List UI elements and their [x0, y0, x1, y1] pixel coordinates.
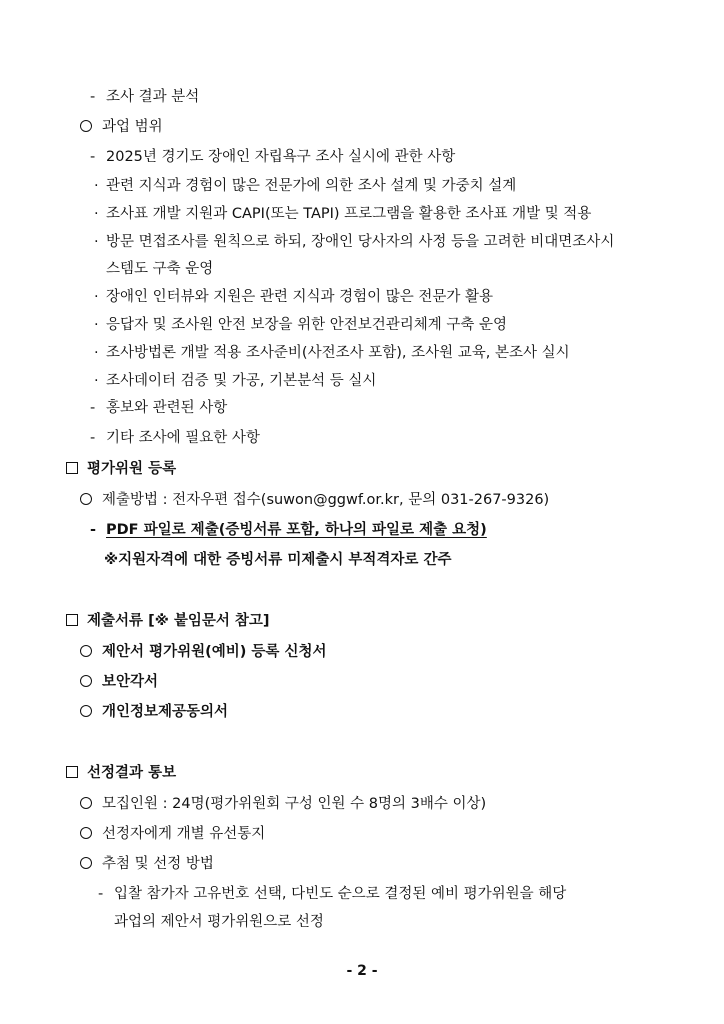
text-line: 과업의 제안서 평가위원으로 선정	[114, 914, 324, 930]
dash-marker: -	[98, 886, 104, 902]
text-line: 과업 범위	[80, 116, 163, 138]
text-line: · 관련 지식과 경험이 많은 전문가에 의한 조사 설계 및 가중치 설계	[94, 175, 516, 197]
text-line: 추첨 및 선정 방법	[80, 853, 214, 875]
text-line: - 조사 결과 분석	[90, 86, 199, 108]
text-line: - 홍보와 관련된 사항	[90, 397, 227, 419]
square-bullet-icon	[66, 766, 78, 778]
page-number: - 2 -	[346, 963, 378, 979]
circle-bullet-icon	[80, 797, 92, 809]
dash-marker: -	[90, 89, 96, 105]
dot-marker: ·	[94, 289, 99, 305]
note-line: ※지원자격에 대한 증빙서류 미제출시 부적격자로 간주	[104, 552, 452, 568]
text-line: 모집인원 : 24명(평가위원회 구성 인원 수 8명의 3배수 이상)	[80, 793, 486, 815]
text-line: 제안서 평가위원(예비) 등록 신청서	[80, 641, 327, 663]
dot-marker: ·	[94, 373, 99, 389]
text-line: 개인정보제공동의서	[80, 701, 228, 723]
dot-marker: ·	[94, 206, 99, 222]
dot-marker: ·	[94, 345, 99, 361]
text-line: - 기타 조사에 필요한 사항	[90, 427, 260, 449]
circle-bullet-icon	[80, 493, 92, 505]
text-line: - PDF 파일로 제출(증빙서류 포함, 하나의 파일로 제출 요청)	[90, 519, 487, 541]
square-bullet-icon	[66, 614, 78, 626]
square-bullet-icon	[66, 462, 78, 474]
text-line: · 조사표 개발 지원과 CAPI(또는 TAPI) 프로그램을 활용한 조사표 개발 및 적용	[94, 203, 591, 225]
dot-marker: ·	[94, 317, 99, 333]
section-heading: 평가위원 등록	[66, 458, 176, 480]
circle-bullet-icon	[80, 705, 92, 717]
text-line: 선정자에게 개별 유선통지	[80, 823, 265, 845]
circle-bullet-icon	[80, 675, 92, 687]
circle-bullet-icon	[80, 827, 92, 839]
text-line: 보안각서	[80, 671, 158, 693]
text-line: · 방문 면접조사를 원칙으로 하되, 장애인 당사자의 사정 등을 고려한 비대면조사시	[94, 231, 614, 253]
dash-marker: -	[90, 522, 97, 538]
section-heading: 제출서류 [※ 붙임문서 참고]	[66, 610, 270, 632]
text-line: · 조사데이터 검증 및 가공, 기본분석 등 실시	[94, 370, 376, 392]
circle-bullet-icon	[80, 120, 92, 132]
dot-marker: ·	[94, 178, 99, 194]
text-line: · 조사방법론 개발 적용 조사준비(사전조사 포함), 조사원 교육, 본조사 실시	[94, 342, 570, 364]
text-line: - 입찰 참가자 고유번호 선택, 다빈도 순으로 결정된 예비 평가위원을 해당	[98, 883, 566, 905]
section-heading: 선정결과 통보	[66, 762, 176, 784]
text-line: 스템도 구축 운영	[106, 261, 214, 277]
dash-marker: -	[90, 400, 96, 416]
text-line: - 2025년 경기도 장애인 자립욕구 조사 실시에 관한 사항	[90, 146, 455, 168]
text-line: · 응답자 및 조사원 안전 보장을 위한 안전보건관리체계 구축 운영	[94, 314, 507, 336]
dash-marker: -	[90, 430, 96, 446]
text-line: 제출방법 : 전자우편 접수(suwon@ggwf.or.kr, 문의 031-267-9326)	[80, 489, 549, 511]
dash-marker: -	[90, 149, 96, 165]
circle-bullet-icon	[80, 645, 92, 657]
circle-bullet-icon	[80, 857, 92, 869]
dot-marker: ·	[94, 234, 99, 250]
text-line: · 장애인 인터뷰와 지원은 관련 지식과 경험이 많은 전문가 활용	[94, 286, 493, 308]
